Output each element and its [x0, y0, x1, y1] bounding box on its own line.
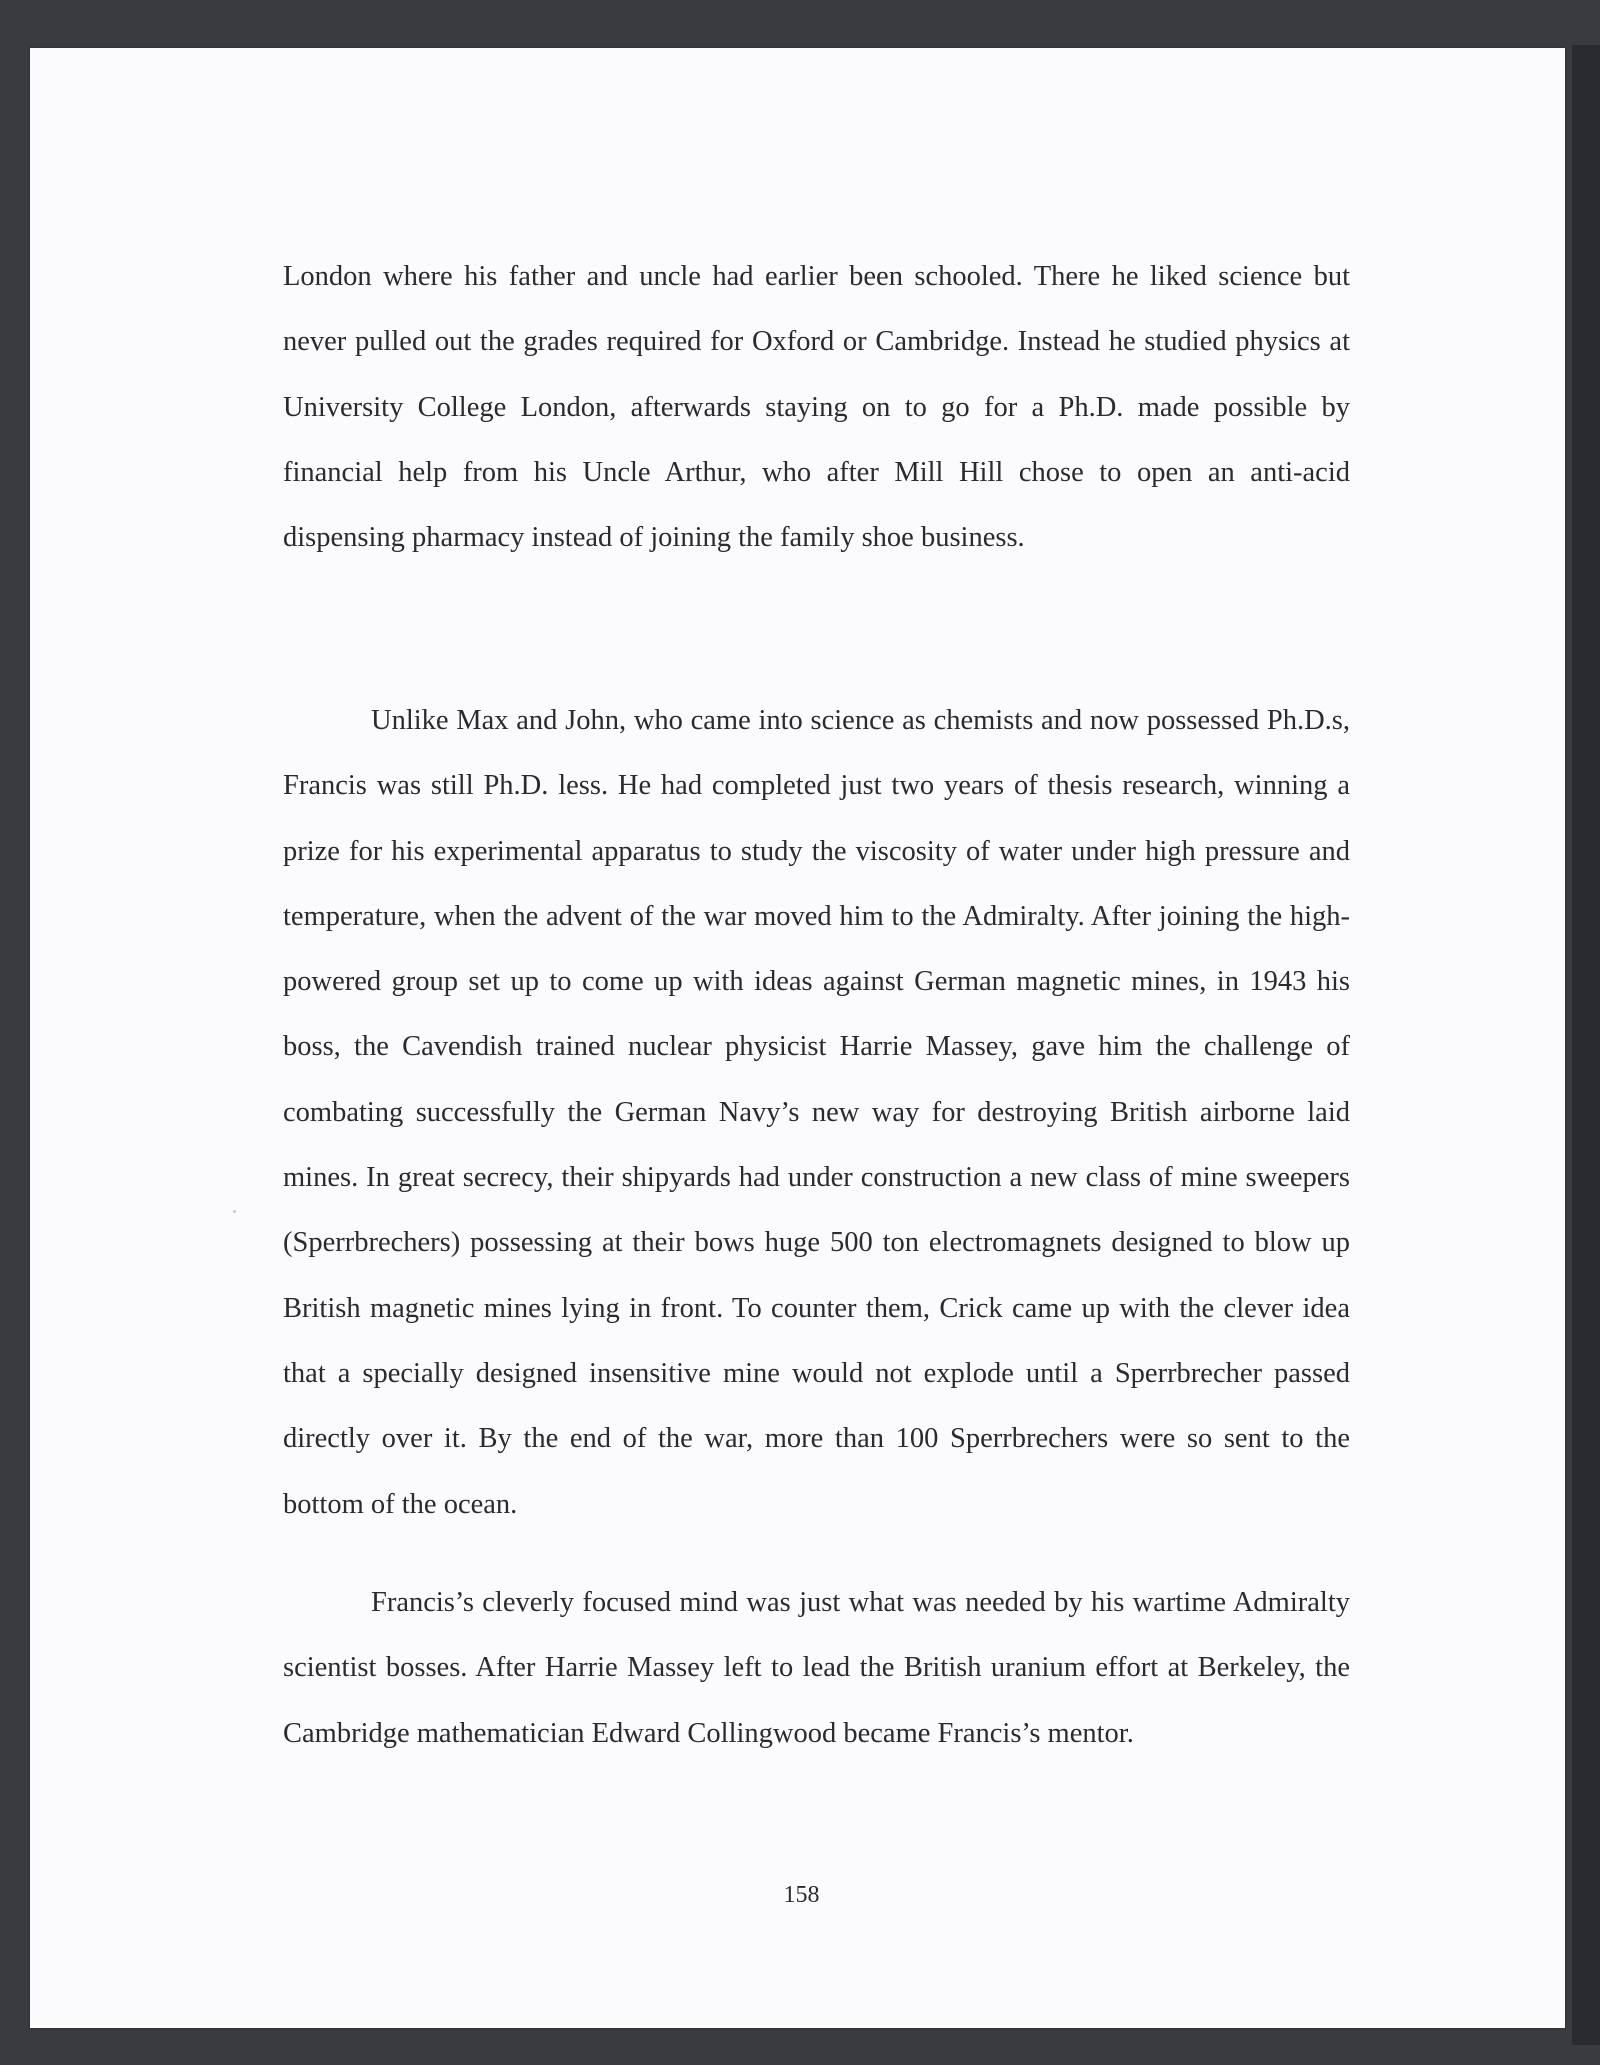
paragraph-1 [283, 244, 1350, 570]
paragraph-3 [283, 1570, 1350, 1766]
paragraph-2-text: Unlike Max and John, who came into science as chemists and now possessed Ph.D.s, Francis was still Ph.D. less. He had completed just two years of thesis research, winning a prize for his experimental apparatus to study the viscosity of water under high pressure and temperature, when the advent of the war moved him to the Admiralty. After joining the high-powered group set up to come up with ideas against German magnetic mines, in 1943 his boss, the Cavendish trained nuclear physicist Harrie Massey, gave him the challenge of combating successfully the German Navy’s new way for destroying British airborne laid mines. In great secrecy, their shipyards had under construction a new class of mine sweepers (Sperrbrechers) possessing at their bows huge 500 ton electromagnets designed to blow up British magnetic mines lying in front. To counter them, Crick came up with the clever idea that a specially designed insensitive mine would not explode until a Sperrbrecher passed directly over it. By the end of the war, more than 100 Sperrbrechers were so sent to the bottom of the ocean. [283, 705, 1350, 1520]
paragraph-3-text: Francis’s cleverly focused mind was just what was needed by his wartime Admiralty scientist bosses. After Harrie Massey left to lead the British uranium effort at Berkeley, the Cambridge mathematician Edward Collingwood became Francis’s mentor. [283, 1587, 1350, 1749]
document-page [30, 48, 1565, 2028]
paragraph-1-text: London where his father and uncle had earlier been schooled. There he liked science but never pulled out the grades required for Oxford or Cambridge. Instead he studied physics at University College London, afterwards staying on to go for a Ph.D. made possible by financial help from his Uncle Arthur, who after Mill Hill chose to open an anti-acid dispensing pharmacy instead of joining the family shoe business. [283, 261, 1350, 554]
paper-speck [233, 1210, 236, 1213]
paragraph-2 [283, 688, 1350, 1537]
scan-backdrop-edge [1572, 45, 1600, 2045]
page-number: 158 [783, 1882, 820, 1908]
